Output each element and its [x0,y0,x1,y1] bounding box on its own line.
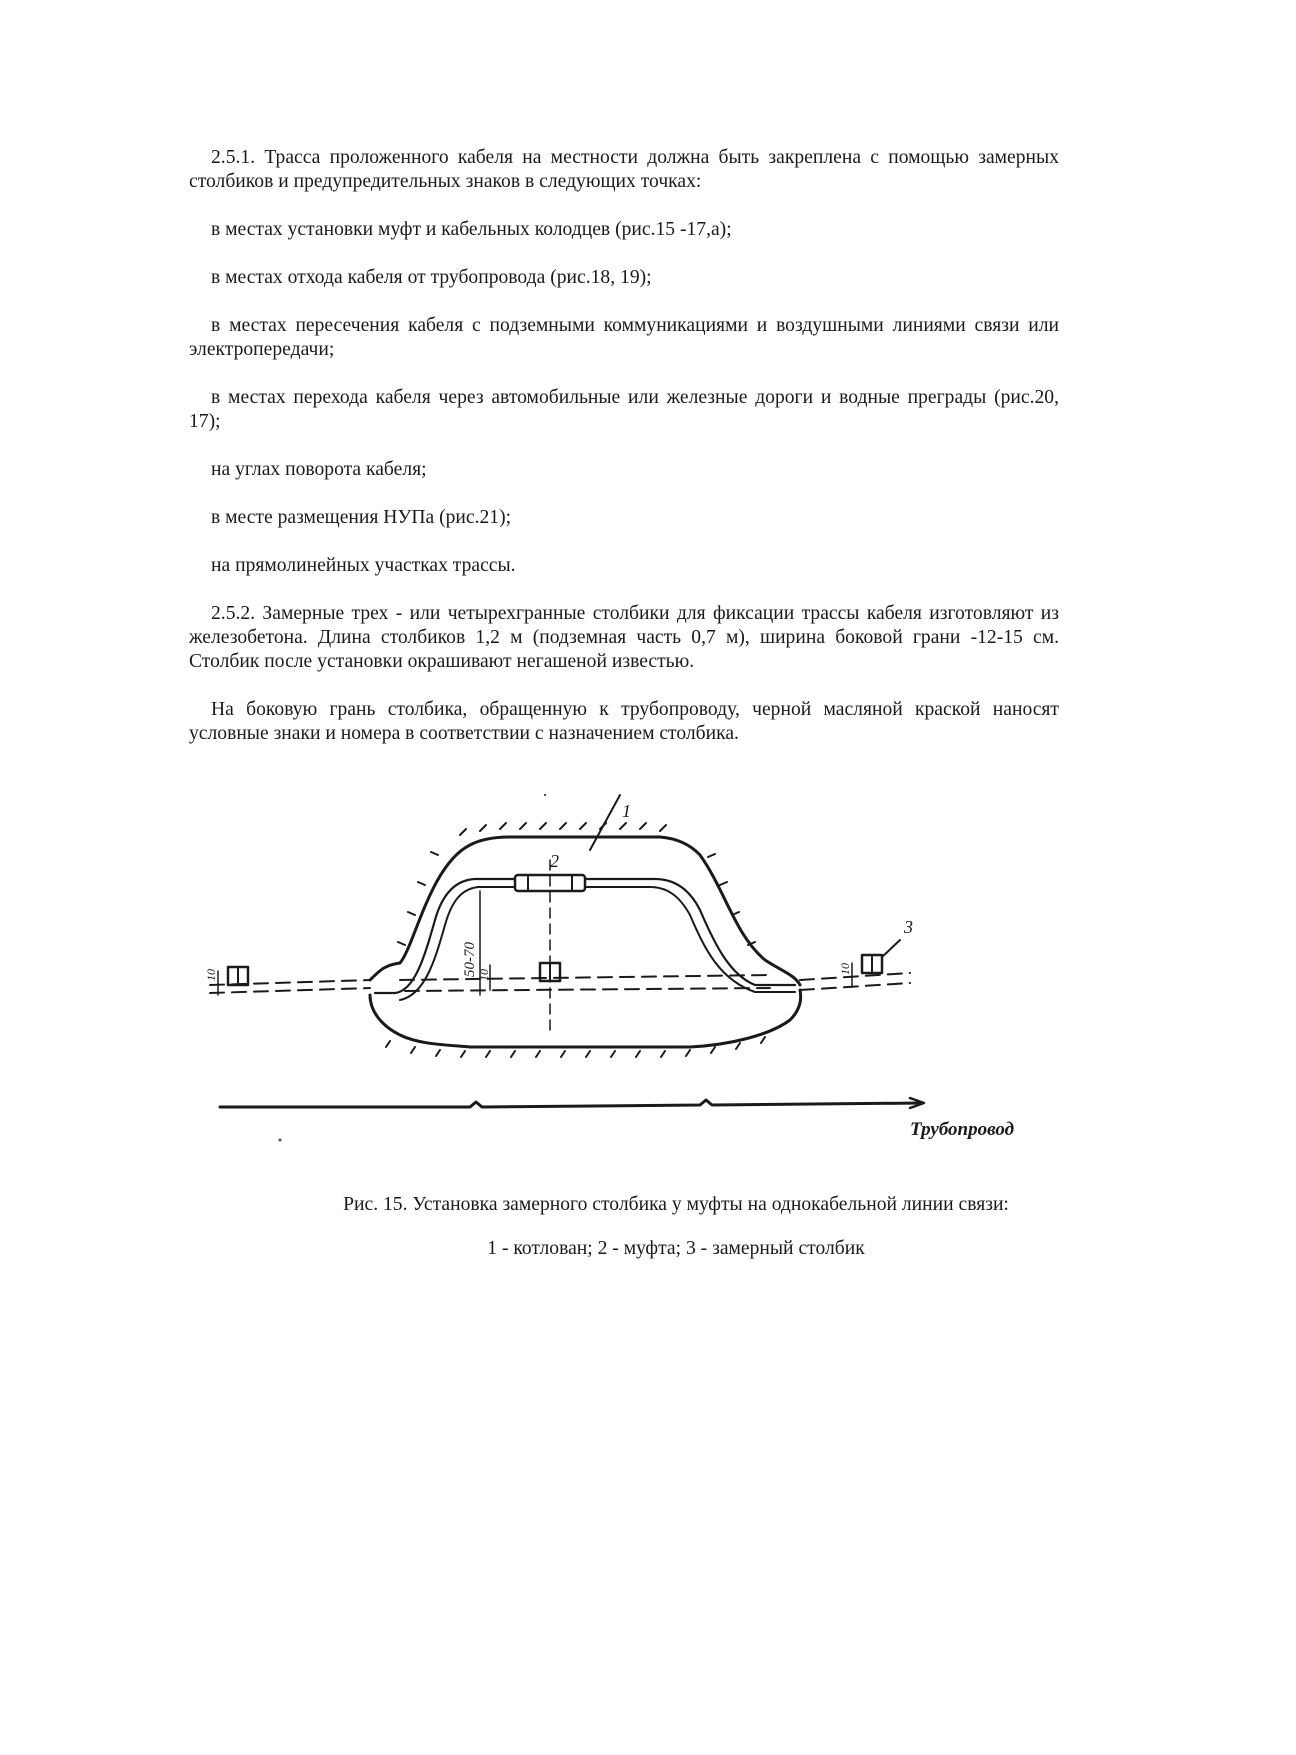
dim-50-70-label: 50-70 [462,942,478,977]
callout-3-label: 3 [904,917,913,937]
dim-10-left-label: 10 [204,969,218,981]
body-text [189,146,1059,746]
pipe-dash-left-2 [210,988,370,993]
figure-legend: 1 - котлован; 2 - муфта; 3 - замерный столбик [487,1238,865,1259]
list-item-pipeline-departure: в местах отхода кабеля от трубопровода (рис.18, 19); [211,267,652,288]
list-item-crossings: в местах пересечения кабеля с подземными коммуникациями и воздушными линиями связи или электропередачи; [189,315,1059,360]
pipeline-label: Трубопровод [910,1119,1015,1140]
pipe-dash-mid-2 [405,988,770,991]
callout-3-leader [882,940,900,957]
pit-outline [370,837,800,985]
scan-dot [279,1139,282,1142]
callout-1-leader [590,795,620,850]
pit-bottom [370,990,801,1047]
callout-2-label: 2 [550,851,559,871]
list-item-couplings: в местах установки муфт и кабельных колодцев (рис.15 -17,а); [211,219,732,240]
paragraph-2-5-2: 2.5.2. Замерные трех - или четырехгранные столбики для фиксации трассы кабеля изготовляют из железобетона. Длина столбиков 1,2 м (подземная часть 0,7 м), ширина боковой грани -12-15 см. Столбик после установки окрашивают негашеной известью. [189,603,1059,672]
list-item-turns: на углах поворота кабеля; [211,459,427,480]
pipe-dash-right-1 [800,973,910,980]
paragraph-2-5-1: 2.5.1. Трасса проложенного кабеля на местности должна быть закреплена с помощью замерных столбиков и предупредительных знаков в следующих точках: [189,147,1059,192]
list-item-nup: в месте размещения НУПа (рис.21); [211,507,512,528]
paragraph-marking: На боковую грань столбика, обращенную к трубопроводу, черной масляной краской наносят условные знаки и номера в соответствии с назначением столбика. [189,699,1059,744]
pit-hatching-top [398,823,755,945]
pipe-dash-right-2 [800,983,910,990]
pipe-dash-mid-1 [400,975,770,980]
dim-10-mid-label: 10 [477,969,491,981]
cable-loop-inner [400,887,795,1000]
dim-10-right-label: 10 [838,963,852,975]
list-item-road-crossings: в местах перехода кабеля через автомобильные или железные дороги и водные преграды (рис.20, 17); [189,387,1059,432]
pipeline-line [220,1100,922,1107]
figure-15-diagram [204,795,1050,1175]
callout-1-label: 1 [622,801,631,821]
figure-caption: Рис. 15. Установка замерного столбика у муфты на однокабельной линии связи: [343,1194,1009,1215]
list-item-straight-sections: на прямолинейных участках трассы. [211,555,516,576]
